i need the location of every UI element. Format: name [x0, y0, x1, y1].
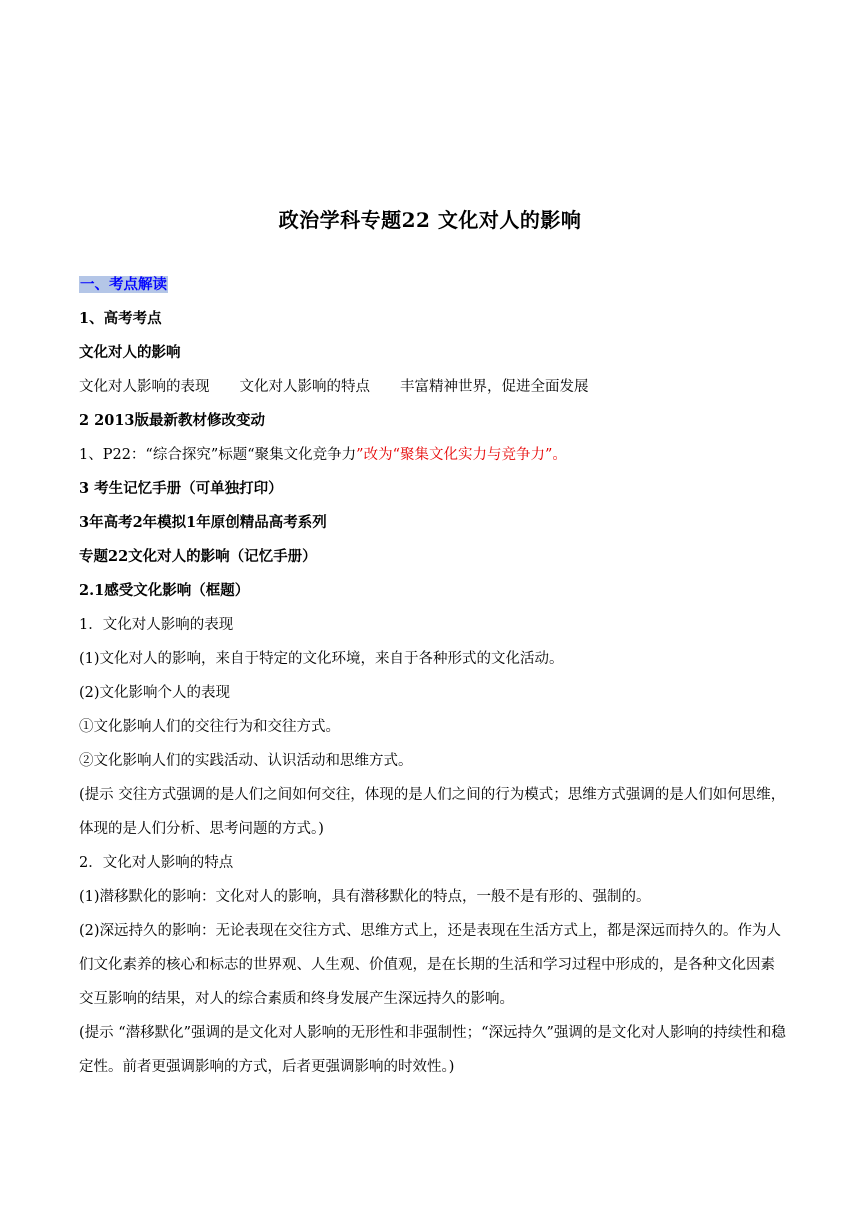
point-heading-1: 1．文化对人影响的表现 [79, 617, 234, 633]
exam-point: 文化对人影响的表现 [79, 379, 210, 395]
textbook-change-heading: 2 2013版最新教材修改变动 [79, 412, 265, 429]
series-title: 3年高考2年模拟1年原创精品高考系列 [79, 514, 327, 531]
manual-title: 专题22文化对人的影响（记忆手册） [79, 548, 317, 565]
paragraph: (2)深远持久的影响：无论表现在交往方式、思维方式上，还是表现在生活方式上，都是深远而持久的。作为人们文化素养的核心和标志的世界观、人生观、价值观，是在长期的生活和学习过程中形成的，是各种文化因素交互影响的结果，对人的综合素质和终身发展产生深远持久的影响。 [79, 923, 782, 1007]
textbook-change-item [79, 438, 787, 472]
textbook-change-text: 1、P22：“综合探究”标题“聚集文化竞争力 [79, 447, 357, 463]
memory-manual-heading: 3 考生记忆手册（可单独打印） [79, 480, 283, 497]
paragraph: (1)文化对人的影响，来自于特定的文化环境，来自于各种形式的文化活动。 [79, 651, 564, 667]
tip-paragraph: (提示 “潜移默化”强调的是文化对人影响的无形性和非强制性；“深远持久”强调的是文化对人影响的持续性和稳定性。前者更强调影响的方式，后者更强调影响的时效性。) [79, 1025, 786, 1075]
exam-point: 丰富精神世界，促进全面发展 [400, 379, 589, 395]
textbook-change-highlight: ”改为“聚集文化实力与竞争力”。 [356, 447, 567, 463]
paragraph: ②文化影响人们的实践活动、认识活动和思维方式。 [79, 753, 413, 769]
paragraph: (1)潜移默化的影响：文化对人的影响，具有潜移默化的特点，一般不是有形的、强制的。 [79, 889, 651, 905]
exam-point: 文化对人影响的特点 [239, 379, 370, 395]
exam-points-heading: 1、高考考点 [79, 310, 162, 327]
subsection-heading: 2.1感受文化影响（框题） [79, 582, 250, 599]
section-heading-1-label: 一、考点解读 [80, 276, 167, 293]
exam-points-list [79, 370, 787, 404]
exam-topic: 文化对人的影响 [79, 344, 181, 361]
paragraph: (2)文化影响个人的表现 [79, 685, 231, 701]
tip-paragraph: (提示 交往方式强调的是人们之间如何交往，体现的是人们之间的行为模式；思维方式强调的是人们如何思维，体现的是人们分析、思考问题的方式。) [79, 787, 786, 837]
paragraph: ①文化影响人们的交往行为和交往方式。 [79, 719, 340, 735]
document-body [79, 268, 787, 1084]
section-heading-1 [79, 268, 787, 302]
point-heading-2: 2．文化对人影响的特点 [79, 855, 234, 871]
document-title: 政治学科专题22 文化对人的影响 [278, 208, 582, 232]
